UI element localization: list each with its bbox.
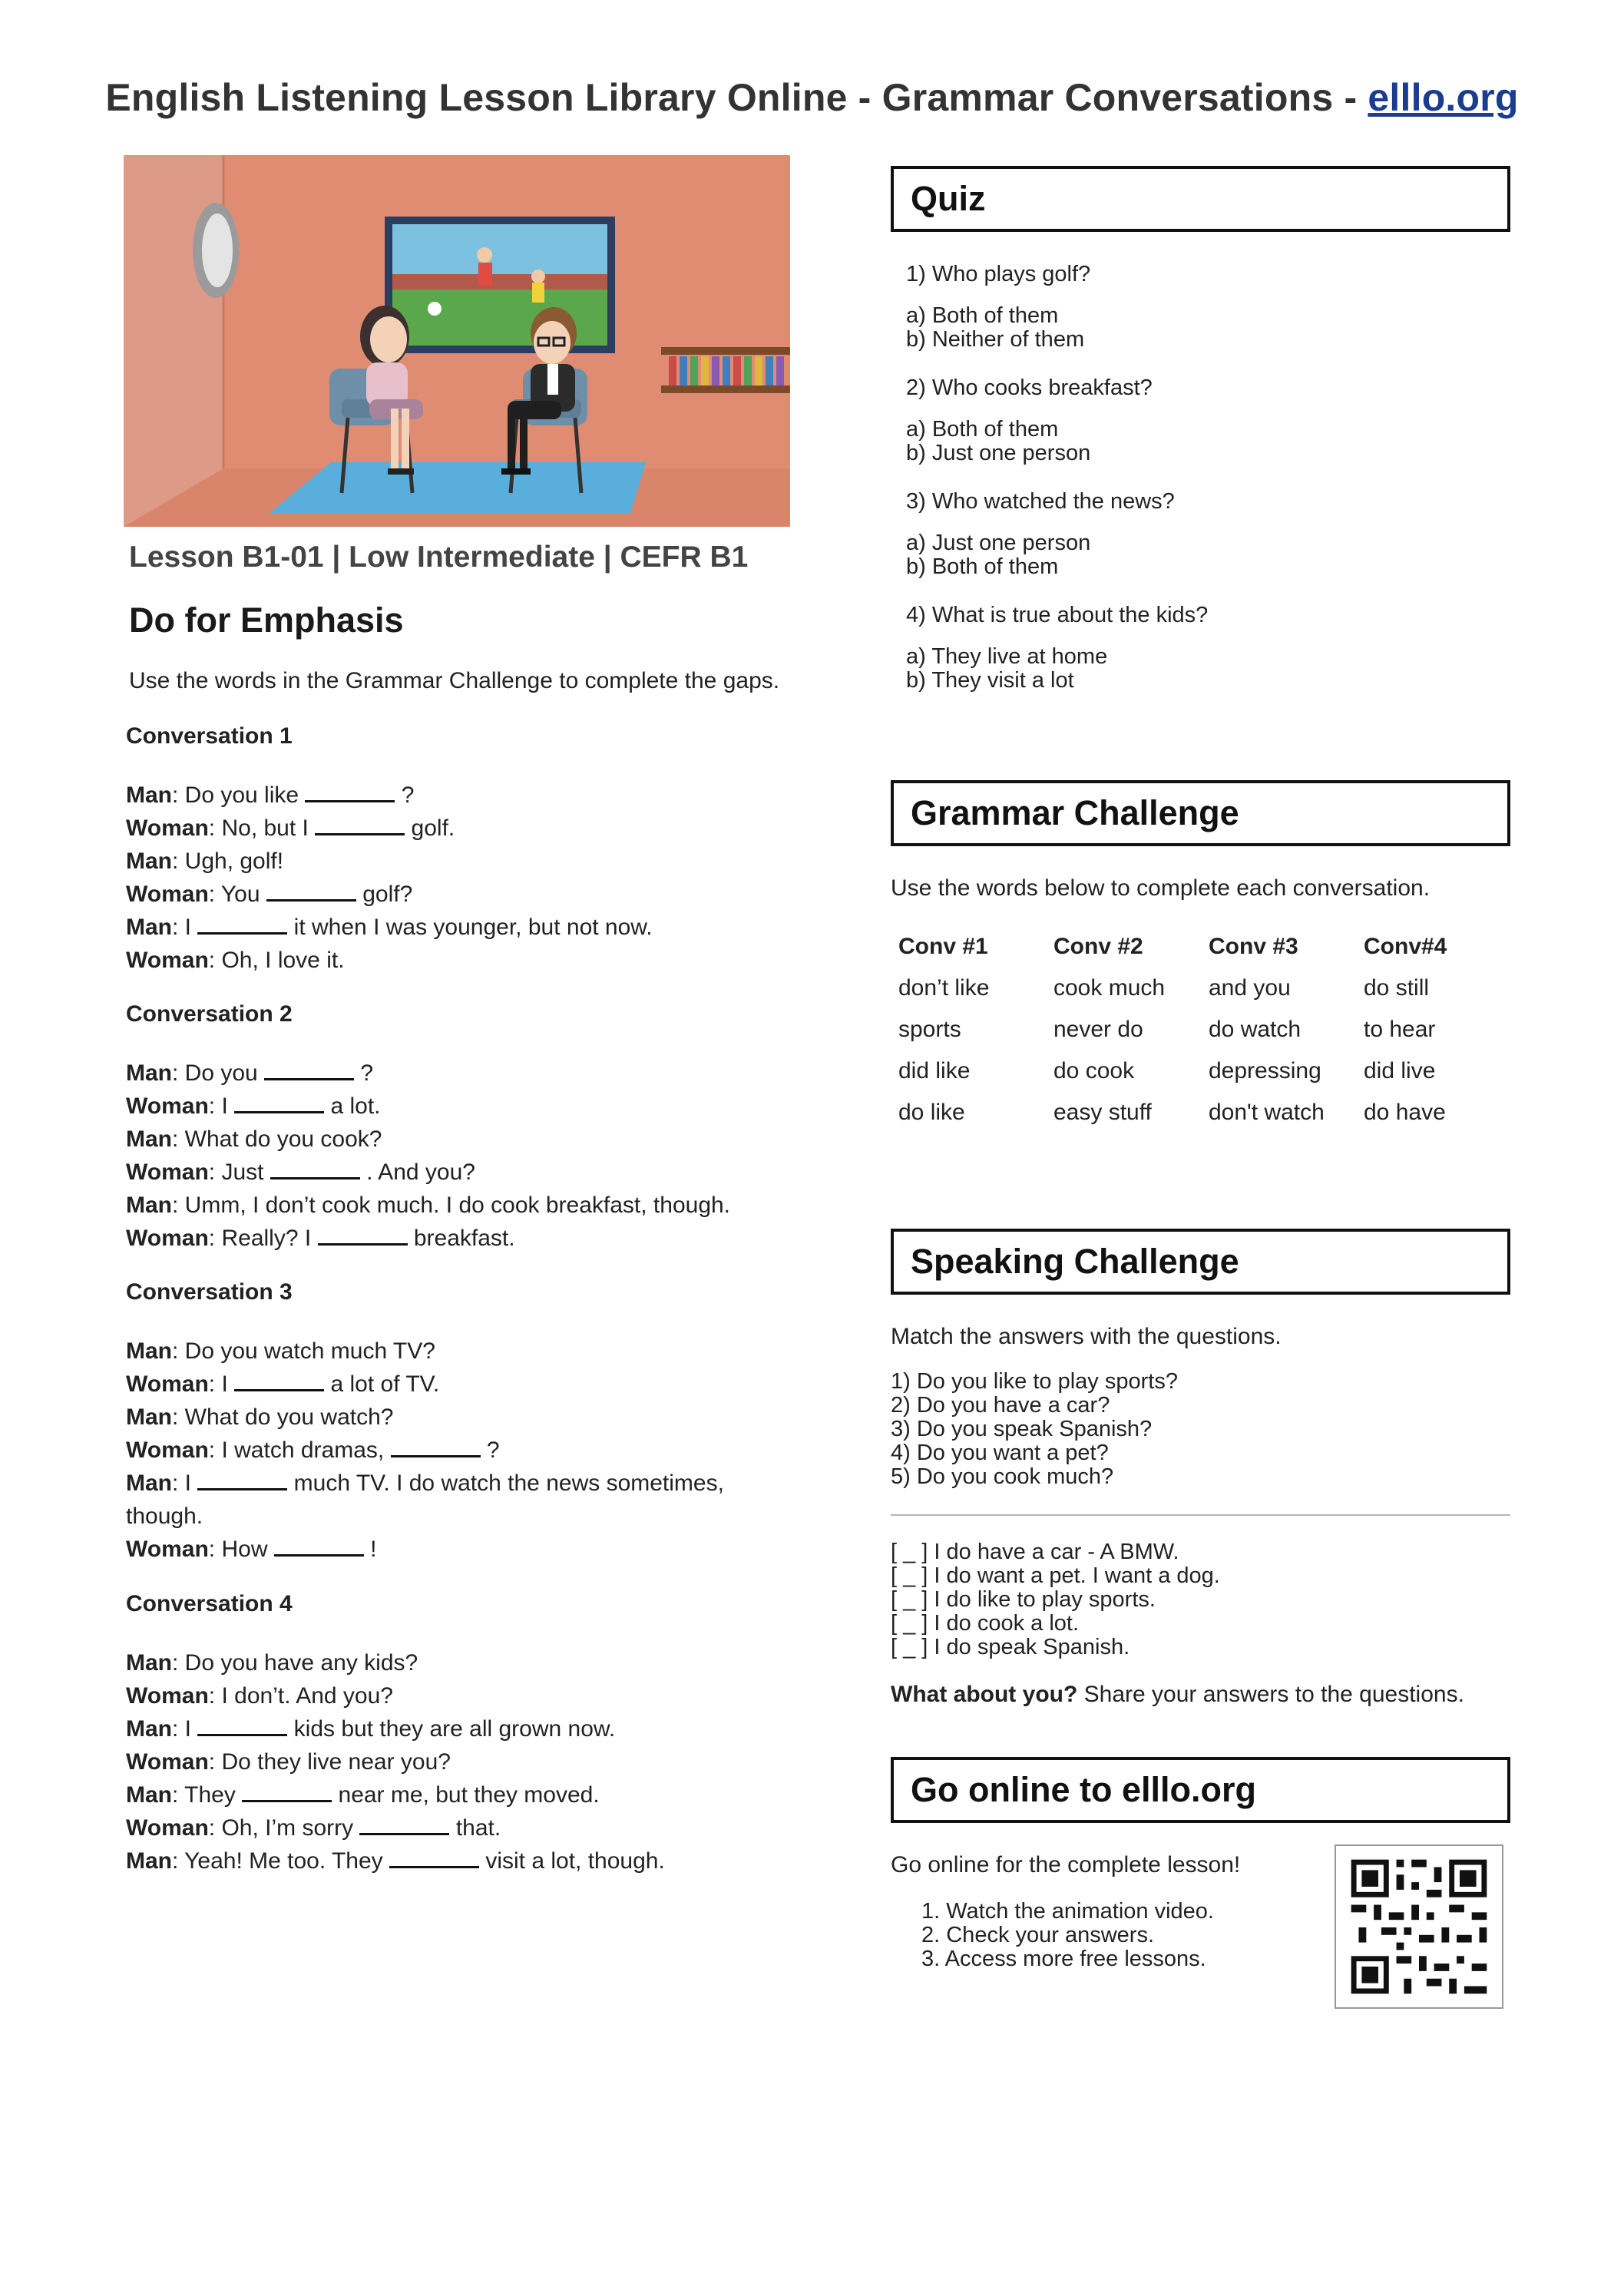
gap-blank[interactable] [270,1159,360,1179]
dialogue-line: Man: What do you watch? [126,1404,394,1430]
speaking-answer[interactable]: [ _ ] I do like to play sports. [891,1587,1156,1612]
step-item: 1. Watch the animation video. [921,1899,1214,1924]
word-item: don’t like [898,975,990,1001]
word-item: did like [898,1058,971,1083]
speaking-answer[interactable]: [ _ ] I do want a pet. I want a dog. [891,1563,1220,1588]
column-header: Conv #1 [898,934,988,959]
gap-blank[interactable] [359,1815,449,1835]
gap-blank[interactable] [305,782,395,802]
question-text: 2) Who cooks breakfast? [906,375,1153,400]
speaker-name: Man [126,1404,172,1430]
lesson-instructions: Use the words in the Grammar Challenge to complete the gaps. [129,668,780,693]
gap-blank[interactable] [197,914,287,935]
conversation-1 [126,723,817,977]
speaker-name: Man [126,1193,172,1218]
step-item: 3. Access more free lessons. [921,1947,1206,1971]
word-item: depressing [1209,1058,1321,1083]
question-text: 4) What is true about the kids? [906,603,1209,627]
speaker-name: Man [126,782,172,808]
word-item: do watch [1209,1017,1302,1042]
word-item: do like [898,1100,965,1125]
speaking-question: 4) Do you want a pet? [891,1441,1109,1465]
dialogue-line: Woman: You golf? [126,882,413,907]
conversation-3 [126,1279,817,1566]
speaking-answer[interactable]: [ _ ] I do cook a lot. [891,1611,1080,1636]
option-a[interactable]: a) Just one person [906,531,1091,555]
speaker-name: Woman [126,816,209,841]
step-item: 2. Check your answers. [921,1923,1155,1947]
gap-blank[interactable] [266,881,356,902]
gap-blank[interactable] [242,1782,332,1802]
gap-blank[interactable] [234,1093,324,1113]
speaking-question: 1) Do you like to play sports? [891,1369,1178,1394]
dialogue-line: Man: I kids but they are all grown now. [126,1716,616,1742]
quiz-question [906,488,1490,579]
dialogue-line: Woman: I a lot of TV. [126,1371,440,1397]
speaking-challenge-intro: Match the answers with the questions. [891,1324,1282,1349]
gap-blank[interactable] [197,1470,287,1490]
speaker-name: Man [126,1471,172,1496]
speaker-name: Man [126,1650,172,1676]
speaking-question: 5) Do you cook much? [891,1464,1114,1489]
speaker-name: Man [126,1716,172,1742]
go-online-steps [921,1900,1214,1971]
speaker-name: Woman [126,1815,209,1841]
speaker-name: Woman [126,948,209,973]
conversation-title: Conversation 2 [126,1001,293,1027]
dialogue-line: Man: Do you have any kids? [126,1650,418,1676]
speaking-answer[interactable]: [ _ ] I do speak Spanish. [891,1635,1130,1659]
lesson-title: Do for Emphasis [129,600,404,640]
word-item: do still [1364,975,1430,1001]
what-about-you-text: Share your answers to the questions. [1077,1682,1464,1707]
dialogue-line: Woman: Oh, I love it. [126,948,345,973]
dialogue-line: Man: Do you like ? [126,782,415,808]
speaking-challenge-heading: Speaking Challenge [891,1229,1510,1295]
gap-blank[interactable] [234,1371,324,1391]
speaking-answers [891,1540,1220,1659]
speaker-name: Woman [126,1371,209,1397]
column-header: Conv#4 [1364,934,1447,959]
speaker-name: Woman [126,1160,209,1185]
option-a[interactable]: a) Both of them [906,417,1059,442]
conversation-title: Conversation 4 [126,1591,293,1616]
conversation-title: Conversation 3 [126,1279,293,1305]
speaking-question: 3) Do you speak Spanish? [891,1417,1153,1441]
conversation-2 [126,1001,817,1255]
option-a[interactable]: a) They live at home [906,644,1108,669]
speaker-name: Woman [126,1226,209,1251]
speaker-name: Man [126,1060,172,1086]
option-b[interactable]: b) They visit a lot [906,668,1074,693]
word-item: don't watch [1209,1100,1325,1125]
speaker-name: Man [126,1338,172,1364]
speaker-name: Woman [126,1683,209,1709]
quiz-question [906,375,1490,465]
quiz-heading: Quiz [891,166,1510,232]
go-online-heading: Go online to elllo.org [891,1757,1510,1823]
speaker-name: Man [126,1848,172,1874]
dialogue-line: Man: Umm, I don’t cook much. I do cook breakfast, though. [126,1193,731,1218]
go-online-intro: Go online for the complete lesson! [891,1852,1241,1877]
gap-blank[interactable] [318,1225,408,1246]
gap-blank[interactable] [264,1060,354,1080]
word-column [898,926,1053,1133]
dialogue-line: Woman: I don’t. And you? [126,1683,393,1709]
speaker-name: Man [126,849,172,874]
word-item: did live [1364,1058,1436,1083]
dialogue-line: Man: I much TV. I do watch the news sometimes, though. [126,1471,724,1529]
quiz-question [906,602,1490,693]
conversation-title: Conversation 1 [126,723,293,749]
qr-code-icon[interactable] [1335,1844,1503,2009]
word-column [1364,926,1519,1133]
speaking-question: 2) Do you have a car? [891,1393,1110,1418]
speaker-name: Woman [126,1437,209,1463]
dialogue-line: Man: Do you watch much TV? [126,1338,435,1364]
word-item: to hear [1364,1017,1436,1042]
lesson-illustration [124,155,790,527]
dialogue-line: Woman: I a lot. [126,1093,381,1119]
dialogue-line: Woman: Really? I breakfast. [126,1226,515,1251]
quiz-list [906,261,1490,716]
word-column [1053,926,1209,1133]
gap-blank[interactable] [274,1536,364,1557]
word-item: never do [1053,1017,1143,1042]
word-item: do have [1364,1100,1446,1125]
word-item: sports [898,1017,961,1042]
what-about-you [891,1682,1464,1708]
option-b[interactable]: b) Neither of them [906,327,1085,352]
grammar-challenge-intro: Use the words below to complete each conversation. [891,875,1431,901]
page-title [0,75,1624,120]
speaker-name: Woman [126,1749,209,1775]
option-b[interactable]: b) Both of them [906,554,1059,579]
dialogue-line: Man: I it when I was younger, but not now. [126,915,653,940]
gap-blank[interactable] [197,1715,287,1736]
speaker-name: Man [126,915,172,940]
dialogue-line: Woman: Do they live near you? [126,1749,451,1775]
word-item: do cook [1053,1058,1135,1083]
question-text: 1) Who plays golf? [906,262,1091,286]
question-text: 3) Who watched the news? [906,489,1175,514]
dialogue-line: Man: They near me, but they moved. [126,1782,600,1808]
word-item: cook much [1053,975,1166,1001]
dialogue-line: Woman: Just . And you? [126,1160,475,1185]
gap-blank[interactable] [315,815,405,835]
option-b[interactable]: b) Just one person [906,441,1091,465]
speaking-answer[interactable]: [ _ ] I do have a car - A BMW. [891,1540,1179,1564]
speaker-name: Woman [126,1537,209,1562]
dialogue-line: Man: What do you cook? [126,1126,382,1152]
speaker-name: Woman [126,1093,209,1119]
word-column [1209,926,1364,1133]
speaker-name: Woman [126,882,209,907]
dialogue-line: Man: Yeah! Me too. They visit a lot, though. [126,1848,665,1874]
speaker-name: Man [126,1126,172,1152]
what-about-you-label: What about you? [891,1682,1078,1707]
dialogue-line: Woman: How ! [126,1537,377,1562]
lesson-meta: Lesson B1-01 | Low Intermediate | CEFR B1 [129,541,749,574]
section-divider [891,1514,1510,1516]
dialogue-line: Man: Ugh, golf! [126,849,284,874]
dialogue-line: Man: Do you ? [126,1060,374,1086]
grammar-challenge-heading: Grammar Challenge [891,780,1510,846]
speaker-name: Man [126,1782,172,1808]
gap-blank[interactable] [391,1437,481,1457]
site-link[interactable]: elllo.org [1368,76,1519,119]
page-title-text: English Listening Lesson Library Online - Grammar Conversations - [105,76,1368,119]
option-a[interactable]: a) Both of them [906,303,1059,328]
word-item: easy stuff [1053,1100,1152,1125]
quiz-question [906,261,1490,352]
dialogue-line: Woman: Oh, I’m sorry that. [126,1815,501,1841]
gap-blank[interactable] [389,1848,479,1868]
column-header: Conv #2 [1053,934,1143,959]
speaking-questions [891,1370,1178,1489]
conversation-4 [126,1591,817,1877]
column-header: Conv #3 [1209,934,1298,959]
word-bank-table [898,926,1519,1133]
word-item: and you [1209,975,1291,1001]
dialogue-line: Woman: No, but I golf. [126,816,455,841]
dialogue-line: Woman: I watch dramas, ? [126,1437,500,1463]
